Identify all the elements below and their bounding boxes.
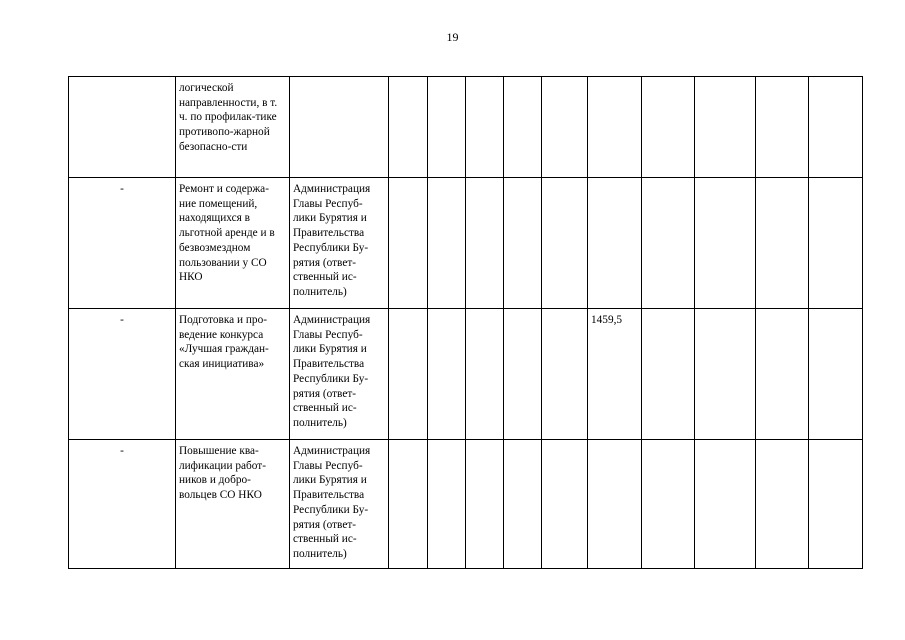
program-table [68, 76, 863, 569]
value-cell [695, 440, 756, 569]
value-cell [428, 309, 466, 440]
value-cell [428, 440, 466, 569]
value-cell [756, 309, 809, 440]
activity-cell: Подготовка и про-ведение конкурса «Лучшая граждан-ская инициатива» [176, 309, 290, 440]
row-marker-cell: - [69, 178, 176, 309]
value-cell [642, 309, 695, 440]
table-row [69, 77, 863, 178]
value-cell [642, 178, 695, 309]
value-cell [695, 77, 756, 178]
row-marker-cell [69, 77, 176, 178]
activity-cell: Повышение ква-лификации работ-ников и добро-вольцев СО НКО [176, 440, 290, 569]
executor-cell: Администрация Главы Респуб-лики Бурятия и Правительства Республики Бу-рятия (ответ-ственный ис-полнитель) [290, 309, 389, 440]
value-cell [389, 309, 428, 440]
value-cell [389, 77, 428, 178]
value-cell [642, 440, 695, 569]
page-number: 19 [446, 30, 459, 44]
value-cell [466, 309, 504, 440]
value-cell [542, 178, 588, 309]
value-cell [756, 440, 809, 569]
executor-cell [290, 77, 389, 178]
value-cell [504, 309, 542, 440]
row-marker-cell: - [69, 309, 176, 440]
value-cell [588, 77, 642, 178]
value-cell [428, 77, 466, 178]
table-row [69, 440, 863, 569]
value-cell [466, 178, 504, 309]
value-cell [756, 178, 809, 309]
value-cell [542, 77, 588, 178]
value-cell [642, 77, 695, 178]
value-cell [428, 178, 466, 309]
value-cell [389, 440, 428, 569]
value-cell [504, 178, 542, 309]
executor-cell: Администрация Главы Респуб-лики Бурятия и Правительства Республики Бу-рятия (ответ-ственный ис-полнитель) [290, 440, 389, 569]
activity-cell: логической направленности, в т. ч. по профилак-тике противопо-жарной безопасно-сти [176, 77, 290, 178]
value-cell [466, 440, 504, 569]
value-cell [809, 77, 863, 178]
executor-cell: Администрация Главы Респуб-лики Бурятия и Правительства Республики Бу-рятия (ответ-ственный ис-полнитель) [290, 178, 389, 309]
value-cell [542, 309, 588, 440]
activity-cell: Ремонт и содержа-ние помещений, находящихся в льготной аренде и в безвозмездном пользовании у СО НКО [176, 178, 290, 309]
value-cell [809, 178, 863, 309]
value-cell [504, 440, 542, 569]
table-row [69, 178, 863, 309]
value-cell: 1459,5 [588, 309, 642, 440]
value-cell [695, 309, 756, 440]
value-cell [756, 77, 809, 178]
value-cell [809, 440, 863, 569]
row-marker-cell: - [69, 440, 176, 569]
value-cell [588, 440, 642, 569]
value-cell [809, 309, 863, 440]
value-cell [466, 77, 504, 178]
value-cell [588, 178, 642, 309]
value-cell [389, 178, 428, 309]
value-cell [504, 77, 542, 178]
value-cell [695, 178, 756, 309]
value-cell [542, 440, 588, 569]
table-row [69, 309, 863, 440]
